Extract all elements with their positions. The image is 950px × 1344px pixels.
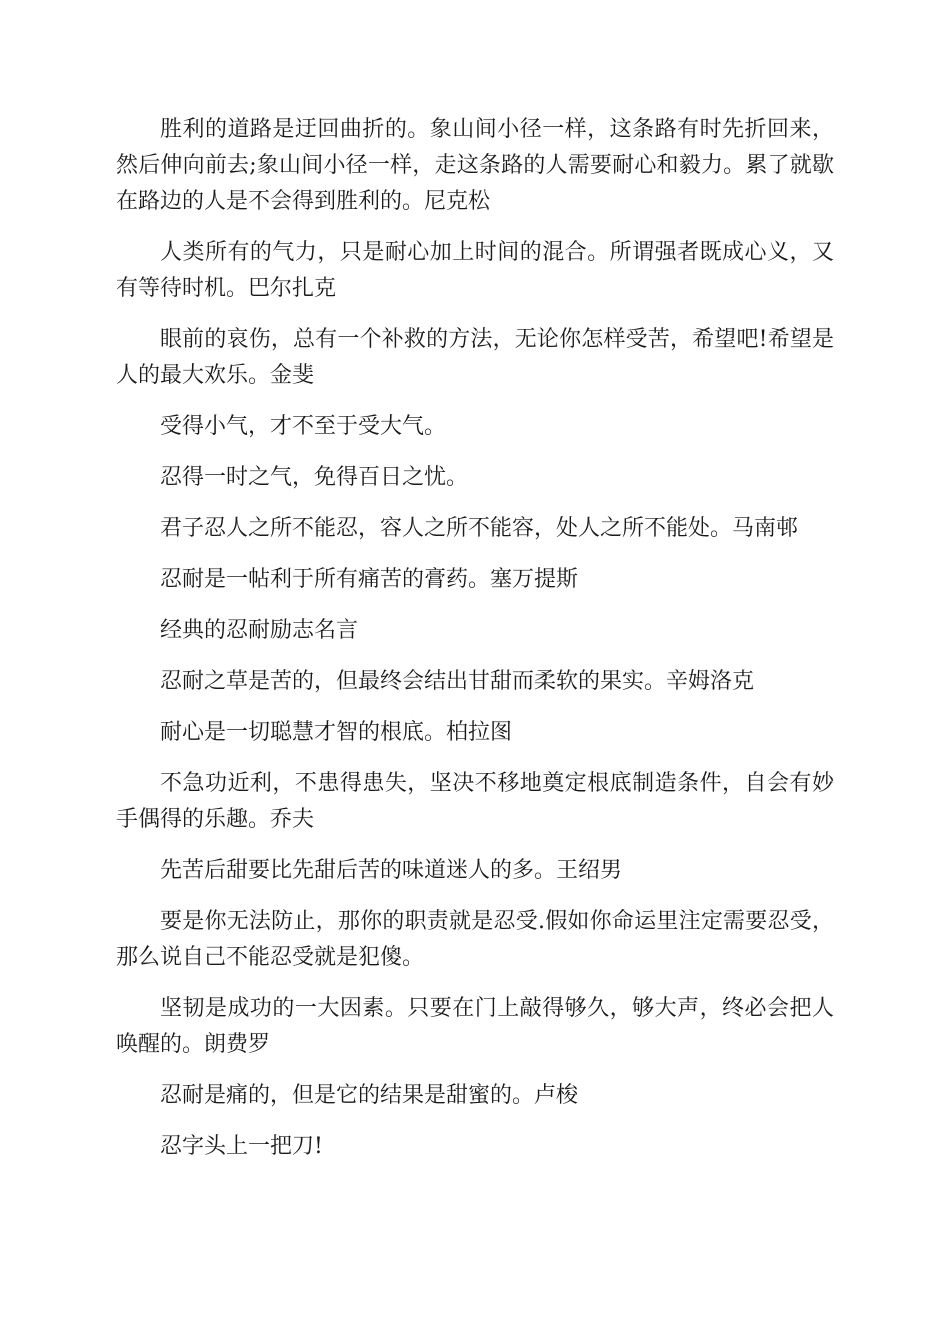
- quote-paragraph: 眼前的哀伤，总有一个补救的方法，无论你怎样受苦，希望吧!希望是人的最大欢乐。金斐: [116, 327, 834, 388]
- quote-paragraph: 忍得一时之气，免得百日之忧。: [160, 465, 469, 490]
- quote-paragraph: 受得小气，才不至于受大气。: [160, 414, 447, 439]
- document-page: [116, 112, 834, 1180]
- quote-paragraph: 先苦后甜要比先甜后苦的味道迷人的多。王绍男: [160, 858, 623, 883]
- quote-paragraph: 要是你无法防止，那你的职责就是忍受.假如你命运里注定需要忍受，那么说自己不能忍受就是犯傻。: [116, 909, 834, 970]
- quote-paragraph: 耐心是一切聪慧才智的根底。柏拉图: [160, 720, 513, 745]
- quote-paragraph: 胜利的道路是迂回曲折的。象山间小径一样，这条路有时先折回来，然后伸向前去;象山间小径一样，走这条路的人需要耐心和毅力。累了就歇在路边的人是不会得到胜利的。尼克松: [116, 117, 834, 214]
- quote-paragraph: 忍耐之草是苦的，但最终会结出甘甜而柔软的果实。辛姆洛克: [160, 669, 755, 694]
- quote-paragraph: 坚韧是成功的一大因素。只要在门上敲得够久，够大声，终必会把人唤醒的。朗费罗: [116, 996, 834, 1057]
- quote-paragraph: 忍耐是一帖利于所有痛苦的膏药。塞万提斯: [160, 567, 579, 592]
- quote-paragraph: 忍耐是痛的，但是它的结果是甜蜜的。卢梭: [160, 1083, 579, 1108]
- quote-paragraph: 不急功近利，不患得患失，坚决不移地奠定根底制造条件，自会有妙手偶得的乐趣。乔夫: [116, 771, 834, 832]
- section-heading: 经典的忍耐励志名言: [160, 618, 359, 643]
- quote-paragraph: 人类所有的气力，只是耐心加上时间的混合。所谓强者既成心义，又有等待时机。巴尔扎克: [116, 240, 834, 301]
- quote-paragraph: 君子忍人之所不能忍，容人之所不能容，处人之所不能处。马南邨: [160, 516, 799, 541]
- quote-paragraph: 忍字头上一把刀!: [160, 1134, 323, 1159]
